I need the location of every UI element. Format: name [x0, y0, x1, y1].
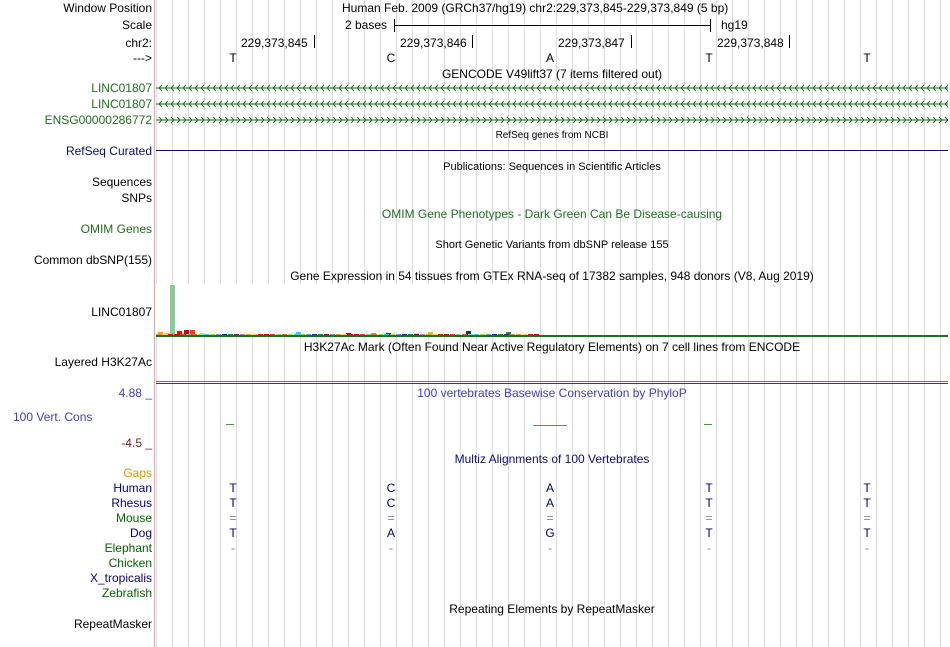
gtex-baseline: [156, 335, 948, 337]
track-title-refseq: RefSeq genes from NCBI: [495, 130, 609, 141]
position-tick: [789, 35, 790, 48]
track-title-omim: OMIM Gene Phenotypes - Dark Green Can Be Disease-causing: [381, 207, 723, 221]
track-title-dbsnp: Short Genetic Variants from dbSNP release 155: [435, 239, 669, 251]
label-layered-h3k27ac[interactable]: Layered H3K27Ac: [54, 355, 152, 369]
label-snps[interactable]: SNPs: [121, 191, 152, 205]
species-label[interactable]: Elephant: [104, 541, 152, 555]
scale-bar-end: [710, 19, 711, 32]
position-label: 229,373,848: [717, 36, 784, 50]
species-base: T: [229, 496, 237, 510]
gene-label-linc01807[interactable]: LINC01807: [91, 81, 152, 95]
species-base: =: [705, 511, 713, 525]
species-base: T: [229, 526, 237, 540]
species-base: -: [865, 541, 869, 555]
track-title-repeatmasker: Repeating Elements by RepeatMasker: [449, 602, 655, 616]
species-base: T: [863, 481, 871, 495]
species-base: C: [386, 496, 396, 510]
position-label: 229,373,846: [400, 36, 467, 50]
scale-bases: 2 bases: [345, 18, 388, 32]
species-base: T: [705, 496, 713, 510]
label-omim-genes[interactable]: OMIM Genes: [80, 222, 152, 236]
species-base: A: [545, 496, 554, 510]
species-base: =: [863, 511, 871, 525]
species-base: -: [231, 541, 235, 555]
species-base: =: [229, 511, 237, 525]
position-tick: [314, 35, 315, 48]
scale-bar-start: [394, 19, 395, 32]
species-base: T: [705, 481, 713, 495]
label-scale: Scale: [121, 18, 152, 32]
track-title-h3k27ac: H3K27Ac Mark (Often Found Near Active Regulatory Elements) on 7 cell lines from ENCODE: [303, 340, 801, 354]
ref-base: C: [386, 51, 396, 65]
gene-feature-ensg-plus[interactable]: [156, 115, 948, 125]
label-sequences[interactable]: Sequences: [91, 175, 152, 189]
species-label[interactable]: X_tropicalis: [89, 571, 152, 585]
position-tick: [631, 35, 632, 48]
species-label[interactable]: Chicken: [108, 556, 152, 570]
gene-feature-linc01807-minus[interactable]: [156, 83, 948, 93]
phylop-mark: [226, 424, 234, 425]
species-base: C: [386, 481, 396, 495]
phylop-max-label: 4.88 _: [118, 386, 152, 400]
species-base: A: [545, 481, 554, 495]
gene-label-ensg00000286772[interactable]: ENSG00000286772: [44, 113, 152, 127]
species-base: =: [546, 511, 554, 525]
scale-bar: [394, 25, 711, 26]
species-base: T: [863, 496, 871, 510]
species-base: =: [387, 511, 395, 525]
label-gaps[interactable]: Gaps: [123, 466, 152, 480]
track-title-multiz: Multiz Alignments of 100 Vertebrates: [454, 452, 650, 466]
label-separator: [154, 0, 155, 647]
species-label[interactable]: Rhesus: [111, 496, 152, 510]
position-label: 229,373,847: [558, 36, 625, 50]
label-repeatmasker[interactable]: RepeatMasker: [73, 617, 152, 631]
scale-assembly: hg19: [721, 18, 748, 32]
species-label[interactable]: Dog: [129, 526, 152, 540]
position-label: 229,373,845: [241, 36, 308, 50]
ref-base: T: [705, 51, 713, 65]
position-tick: [472, 35, 473, 48]
species-base: T: [229, 481, 237, 495]
label-window-position: Window Position: [63, 1, 152, 15]
species-label[interactable]: Zebrafish: [101, 586, 152, 600]
ref-base: A: [545, 51, 554, 65]
species-label[interactable]: Human: [113, 481, 152, 495]
h3k27ac-line-gray: [156, 383, 948, 384]
ref-base: T: [229, 51, 237, 65]
track-title-gencode: GENCODE V49lift37 (7 items filtered out): [441, 67, 663, 81]
species-base: T: [863, 526, 871, 540]
h3k27ac-line-orange: [156, 381, 948, 382]
gene-label-linc01807-2[interactable]: LINC01807: [91, 97, 152, 111]
species-base: T: [705, 526, 713, 540]
species-base: -: [389, 541, 393, 555]
gene-feature-linc01807-minus-2[interactable]: [156, 99, 948, 109]
gtex-tissue-bar[interactable]: [170, 285, 175, 335]
label-strand: --->: [133, 51, 152, 65]
gtex-expression-chart[interactable]: [156, 284, 948, 336]
phylop-min-label: -4.5 _: [121, 436, 152, 450]
species-base: A: [386, 526, 395, 540]
ref-base: T: [863, 51, 871, 65]
label-common-dbsnp[interactable]: Common dbSNP(155): [33, 253, 152, 267]
refseq-feature[interactable]: [156, 150, 948, 151]
label-100-vert-cons[interactable]: 100 Vert. Cons: [13, 410, 93, 424]
species-base: -: [548, 541, 552, 555]
track-title-publications: Publications: Sequences in Scientific Articles: [443, 161, 661, 173]
window-position-text[interactable]: Human Feb. 2009 (GRCh37/hg19) chr2:229,373,845-229,373,849 (5 bp): [342, 1, 729, 15]
track-title-gtex: Gene Expression in 54 tissues from GTEx RNA-seq of 17382 samples, 948 donors (V8, Aug 2019): [290, 269, 814, 283]
label-gtex-gene[interactable]: LINC01807: [91, 305, 152, 319]
label-refseq-curated[interactable]: RefSeq Curated: [65, 144, 152, 158]
label-chromosome: chr2:: [125, 36, 152, 50]
phylop-mark: [704, 424, 712, 425]
track-title-phylop: 100 vertebrates Basewise Conservation by PhyloP: [417, 386, 687, 400]
species-base: G: [545, 526, 555, 540]
phylop-mark: [533, 425, 567, 426]
species-base: -: [707, 541, 711, 555]
species-label[interactable]: Mouse: [115, 511, 152, 525]
